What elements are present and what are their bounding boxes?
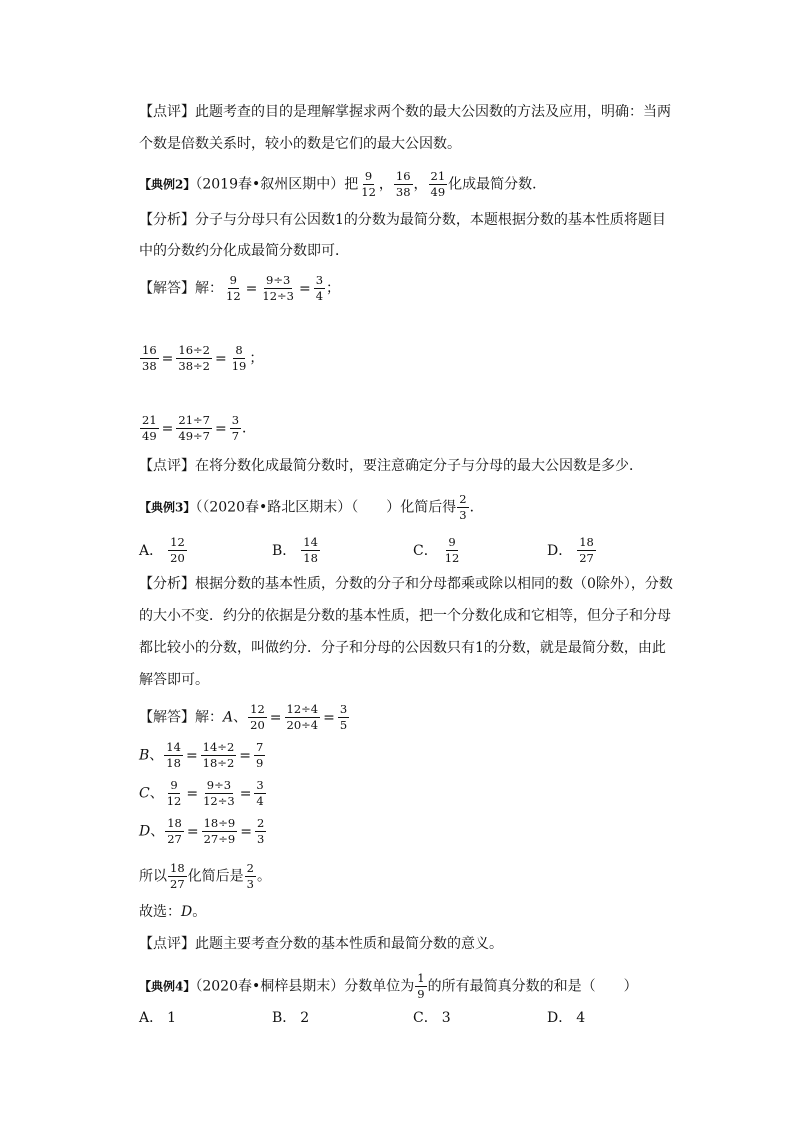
example-2-question: 【典例2】（2019春•叙州区期中）把 $\frac{9}{12}$ ， $\frac{16}{38}$ ， $\frac{21}{49}$ 化成最简分数． [139,169,547,199]
answer-label: 【解答】解： [139,280,223,297]
option-c: C． 3 [413,1010,451,1026]
example-2-answer-step2: $\frac{16}{38}$ = $\frac{16\div 2}{38\div 2}$ = $\frac{8}{19}$ ； [142,343,264,373]
fraction: $\frac{21}{49}$ [430,169,446,199]
example-3-conclusion: 所以 $\frac{18}{27}$ 化简后是 $\frac{2}{3}$ 。 [139,861,271,891]
option-b: B． 2 [272,1010,310,1026]
example-4-question: 【典例4】（2020春•桐梓县期末）分数单位为 $\frac{1}{9}$ 的所有最简真分数的和是（ ） [139,971,638,1001]
option-a: A． 1 [139,1010,177,1026]
option-c: C． $\frac{9}{12}$ [413,535,460,565]
example-2-tail: 化成最简分数． [448,176,547,193]
example-2-answer-step1: 【解答】解： $\frac{9}{12}$ = $\frac{9\div 3}{12\div 3}$ = $\frac{3}{4}$ ； [139,273,341,303]
example-2-answer-step3: $\frac{21}{49}$ = $\frac{21\div 7}{49\div 7}$ = $\frac{3}{7}$ ． [142,413,257,443]
example-3-tag: 【典例3】 [139,500,196,515]
example-3-answer-c: C、 $\frac{9}{12}$ = $\frac{9\div 3}{12\div 3}$ = $\frac{3}{4}$ [139,778,264,808]
option-d: D． 4 [547,1010,586,1026]
example-2-source: （2019春•叙州区期中）把 [195,176,359,193]
example-4-tag: 【典例4】 [139,979,196,994]
option-d: D． $\frac{18}{27}$ [547,535,594,565]
example-3-analysis-line4: 解答即可。 [139,672,209,688]
example-2-comment: 【点评】在将分数化成最简分数时，要注意确定分子与分母的最大公因数是多少． [139,458,643,474]
example-3-choice: 故选：D。 [139,904,207,920]
example-3-analysis-line3: 都比较小的分数，叫做约分．分子和分母的公因数只有1的分数，就是最简分数，由此 [139,640,666,656]
example-3-analysis-line1: 【分析】根据分数的基本性质，分数的分子和分母都乘或除以相同的数（0除外），分数 [139,576,673,592]
fraction: $\frac{9}{12}$ [361,169,376,199]
example-3-answer-b: B、 $\frac{14}{18}$ = $\frac{14\div 2}{18\div 2}$ = $\frac{7}{9}$ [139,740,264,770]
example-3-answer-a: 【解答】解：A、 $\frac{12}{20}$ = $\frac{12\div 4}{20\div 4}$ = $\frac{3}{5}$ [139,702,348,732]
example-3-source: （（2020春•路北区期末）（ ）化简后得 [195,499,457,516]
example-2-analysis-line2: 中的分数约分化成最简分数即可． [139,243,349,259]
comment-paragraph-line2: 个数是倍数关系时，较小的数是它们的最大公因数。 [139,136,461,152]
example-2-tag: 【典例2】 [139,177,196,192]
example-3-answer-d: D、 $\frac{18}{27}$ = $\frac{18\div 9}{27\div 9}$ = $\frac{2}{3}$ [139,816,265,846]
example-3-analysis-line2: 的大小不变．约分的依据是分数的基本性质，把一个分数化成和它相等，但分子和分母 [139,608,671,624]
comment-paragraph-line1: 【点评】此题考查的目的是理解掌握求两个数的最大公因数的方法及应用，明确：当两 [139,104,671,120]
example-2-analysis-line1: 【分析】分子与分母只有公因数1的分数为最简分数，本题根据分数的基本性质将题目 [139,212,666,228]
example-3-question: 【典例3】（（2020春•路北区期末）（ ）化简后得 $\frac{2}{3}$ ． [139,492,484,522]
fraction: $\frac{16}{38}$ [395,169,411,199]
option-a: A． $\frac{12}{20}$ [139,535,185,565]
example-3-comment: 【点评】此题主要考查分数的基本性质和最简分数的意义。 [139,936,503,952]
option-b: B． $\frac{14}{18}$ [272,535,318,565]
